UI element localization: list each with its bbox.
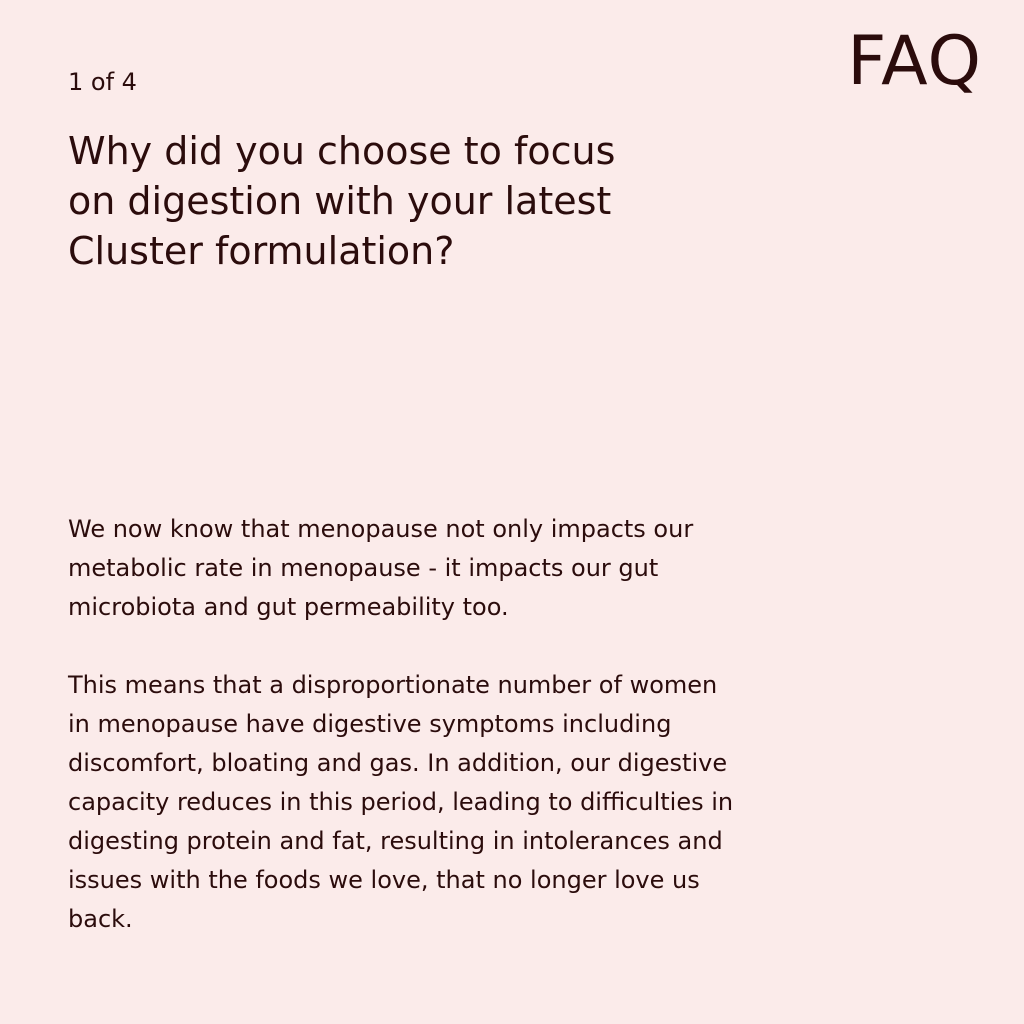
answer-line: discomfort, bloating and gas. In addition, our digestive xyxy=(68,749,728,777)
answer-line: in menopause have digestive symptoms including xyxy=(68,710,672,738)
question-line: Cluster formulation? xyxy=(68,229,455,273)
question-line: on digestion with your latest xyxy=(68,179,612,223)
answer-line: digesting protein and fat, resulting in intolerances and xyxy=(68,827,723,855)
answer-line: This means that a disproportionate number of women xyxy=(68,671,718,699)
answer-body xyxy=(68,510,828,939)
answer-line: microbiota and gut permeability too. xyxy=(68,593,509,621)
answer-paragraph xyxy=(68,510,828,627)
page-counter: 1 of 4 xyxy=(68,68,137,96)
answer-line: back. xyxy=(68,905,133,933)
answer-line: metabolic rate in menopause - it impacts our gut xyxy=(68,554,659,582)
faq-heading: FAQ xyxy=(847,22,982,101)
answer-paragraph xyxy=(68,666,828,939)
answer-line: issues with the foods we love, that no longer love us xyxy=(68,866,700,894)
question-title xyxy=(68,126,668,276)
question-line: Why did you choose to focus xyxy=(68,129,616,173)
answer-line: We now know that menopause not only impacts our xyxy=(68,515,694,543)
answer-line: capacity reduces in this period, leading to difficulties in xyxy=(68,788,734,816)
